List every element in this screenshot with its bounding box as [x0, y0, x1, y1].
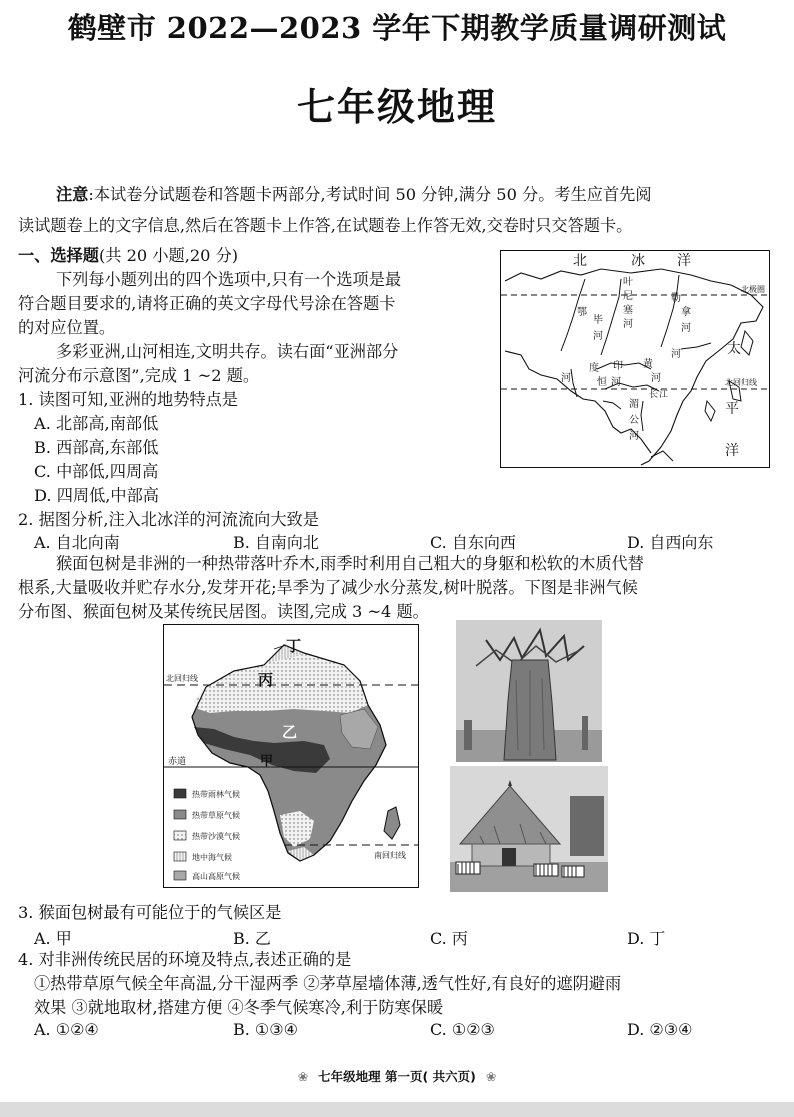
q2-option-b: B. 自南向北	[233, 533, 319, 552]
q1-option-b: B. 西部高,东部低	[34, 438, 159, 457]
q1-option-d: D. 四周低,中部高	[34, 486, 159, 505]
exam-subject-title: 七年级地理	[296, 84, 497, 129]
river-mekong-char-2: 公	[629, 415, 639, 426]
asia-ocean-north-1: 北	[573, 253, 587, 269]
baobab-tree-photo	[456, 620, 602, 762]
exam-title: 鹤壁市 2022—2023 学年下期教学质量调研测试	[67, 11, 727, 45]
legend-swatch-highland	[174, 871, 186, 880]
zone-label-ding: 丁	[286, 637, 302, 655]
notice-label: 注意	[56, 185, 89, 204]
context1-line-1: 多彩亚洲,山河相连,文明共存。读右面“亚洲部分	[56, 342, 399, 361]
footer-ornament-left-icon: ❀	[297, 1069, 309, 1084]
asia-ocean-north-2: 冰	[631, 253, 645, 269]
river-ganges-char-1: 恒	[597, 377, 607, 388]
legend-label-desert: 热带沙漠气候	[192, 832, 240, 841]
intro-line-2: 符合题目要求的,请将正确的英文字母代号涂在答题卡	[18, 294, 396, 313]
q4-option-c: C. ①②③	[430, 1020, 495, 1039]
africa-tropic-n-label: 北回归线	[166, 674, 198, 683]
q3-option-b: B. 乙	[233, 929, 271, 948]
legend-label-rainforest: 热带雨林气候	[192, 790, 240, 799]
legend-swatch-mediterranean	[174, 852, 186, 861]
river-chang-char-2: 江	[659, 390, 669, 400]
q3-option-a: A. 甲	[34, 929, 72, 948]
context1-line-2: 河流分布示意图”,完成 1 ~2 题。	[18, 366, 260, 385]
q4-statement-line-1: ①热带草原气候全年高温,分干湿两季 ②茅草屋墙体薄,透气性好,有良好的遮阴避雨	[34, 974, 622, 993]
q3-option-c: C. 丙	[430, 929, 468, 948]
section-heading: 一、选择题(共 20 小题,20 分)	[18, 246, 239, 265]
river-yenisei-char-1: 叶	[623, 277, 633, 288]
river-huang-char-2: 河	[651, 373, 661, 384]
q4-option-d: D. ②③④	[627, 1020, 693, 1039]
q1-option-a: A. 北部高,南部低	[34, 414, 159, 433]
river-ob-char-3: 河	[593, 331, 603, 342]
q4-option-a: A. ①②④	[34, 1020, 99, 1039]
traditional-hut-photo	[450, 766, 608, 892]
q2-stem: 2. 据图分析,注入北冰洋的河流流向大致是	[18, 510, 319, 529]
intro-line-3: 的对应位置。	[18, 318, 116, 337]
page-footer	[0, 1067, 794, 1085]
river-yenisei-char-4: 河	[623, 319, 633, 330]
legend-label-highland: 高山高原气候	[192, 872, 240, 881]
legend-label-savanna: 热带草原气候	[192, 811, 240, 820]
asia-river-map	[500, 250, 770, 468]
intro-line-1: 下列每小题列出的四个选项中,只有一个选项是最	[56, 270, 402, 289]
river-ganges-char-2: 河	[611, 377, 621, 388]
zone-label-bing: 丙	[258, 671, 274, 689]
context2-line-3: 分布图、猴面包树及某传统民居图。读图,完成 3 ~4 题。	[18, 602, 429, 621]
river-indus-char: 河	[561, 373, 571, 384]
zone-label-jia: 甲	[260, 754, 274, 769]
q2-option-c: C. 自东向西	[430, 533, 516, 552]
notice-line-2: 读试题卷上的文字信息,然后在答题卡上作答,在试题卷上作答无效,交卷时只交答题卡。	[18, 216, 633, 235]
river-ob-char-2: 毕	[593, 315, 603, 326]
legend-label-mediterranean: 地中海气候	[192, 853, 232, 862]
q1-option-c: C. 中部低,四周高	[34, 462, 159, 481]
river-yenisei-char-3: 塞	[623, 305, 633, 316]
q4-option-b: B. ①③④	[233, 1020, 298, 1039]
context2-line-1: 猴面包树是非洲的一种热带落叶乔木,雨季时利用自己粗大的身躯和松软的木质代替	[56, 554, 644, 573]
q4-statement-line-2: 效果 ③就地取材,搭建方便 ④冬季气候寒冷,利于防寒保暖	[34, 998, 444, 1017]
africa-climate-map	[163, 624, 419, 888]
india-char-2: 印	[613, 361, 623, 372]
river-mekong-char-3: 河	[629, 431, 639, 442]
legend-swatch-savanna	[174, 810, 186, 819]
river-chang-char-1: 长	[649, 390, 659, 400]
q4-stem: 4. 对非洲传统民居的环境及特点,表述正确的是	[18, 950, 352, 969]
africa-tropic-s-label: 南回归线	[374, 851, 406, 860]
q2-option-a: A. 自北向南	[34, 533, 120, 552]
q3-stem: 3. 猴面包树最有可能位于的气候区是	[18, 903, 282, 922]
q1-stem: 1. 读图可知,亚洲的地势特点是	[18, 390, 238, 409]
africa-equator-label: 赤道	[168, 757, 187, 767]
q2-option-d: D. 自西向东	[627, 533, 714, 552]
q3-option-d: D. 丁	[627, 929, 666, 948]
india-char-1: 度	[589, 363, 599, 374]
river-heilong-char: 河	[671, 349, 681, 360]
zone-label-yi: 乙	[282, 723, 298, 741]
river-ob-char-1: 鄂	[577, 307, 587, 318]
asia-ocean-north-3: 洋	[677, 253, 691, 269]
river-lena-char-2: 拿	[681, 307, 691, 318]
river-mekong-char-1: 湄	[629, 399, 639, 410]
notice-line-1: 注意:本试卷分试题卷和答题卡两部分,考试时间 50 分钟,满分 50 分。考生应首先阅	[56, 185, 652, 204]
legend-swatch-desert	[174, 831, 186, 840]
asia-tropic-label: 北回归线	[725, 378, 757, 387]
asia-ocean-pacific-1: 太	[727, 341, 741, 357]
footer-text: 七年级地理 第一页( 共六页)	[318, 1069, 476, 1084]
asia-ocean-pacific-2: 平	[725, 401, 739, 417]
river-huang-char-1: 黄	[643, 359, 653, 370]
river-yenisei-char-2: 尼	[623, 291, 633, 302]
page-bottom-edge	[0, 1102, 794, 1117]
asia-ocean-pacific-3: 洋	[725, 443, 739, 459]
context2-line-2: 根系,大量吸收并贮存水分,发芽开花;旱季为了减少水分蒸发,树叶脱落。下图是非洲气候	[18, 578, 638, 597]
river-lena-char-1: 勒	[671, 293, 681, 304]
river-lena-char-3: 河	[681, 323, 691, 334]
footer-ornament-right-icon: ❀	[485, 1069, 497, 1084]
asia-arctic-circle-label: 北极圈	[741, 285, 765, 294]
legend-swatch-rainforest	[174, 789, 186, 798]
africa-legend	[174, 789, 240, 881]
